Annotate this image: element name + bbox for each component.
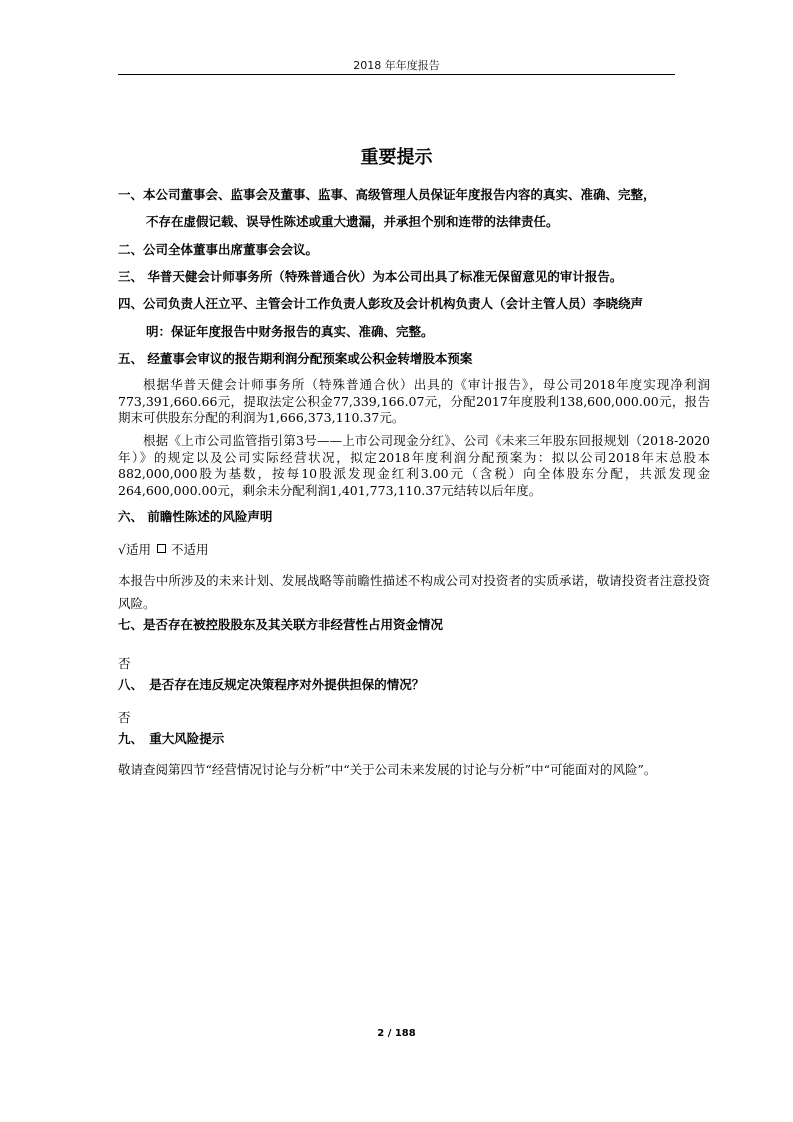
section-8-heading: 八、 是否存在违反规定决策程序对外提供担保的情况？	[118, 677, 425, 692]
section-1-line-1: 一、本公司董事会、监事会及董事、监事、高级管理人员保证年度报告内容的真实、准确、完整，	[118, 187, 656, 202]
applicable-label: 适用	[125, 542, 151, 557]
section-8-answer: 否	[118, 710, 131, 725]
section-2: 二、公司全体董事出席董事会会议。	[118, 242, 319, 257]
section-1-line-2: 不存在虚假记载、误导性陈述或重大遗漏，并承担个别和连带的法律责任。	[146, 214, 559, 229]
running-header: 2018 年年度报告	[353, 59, 440, 72]
section-5-paragraph-1: 根据华普天健会计师事务所（特殊普通合伙）出具的《审计报告》，母公司2018年度实现净利润773,391,660.66元，提取法定公积金77,339,166.07元，分配2017年度股利138,600,000.00元，报告期末可供股东分配的利润为1,666,373,110.37元。	[118, 377, 710, 425]
section-5-heading: 五、 经董事会审议的报告期利润分配预案或公积金转增股本预案	[118, 351, 473, 366]
section-5-paragraph-2: 根据《上市公司监管指引第3号——上市公司现金分红》、公司《未来三年股东回报规划（2018-2020年）》的规定以及公司实际经营状况，拟定2018年度利润分配预案为：拟以公司2018年末总股本882,000,000股为基数，按每10股派发现金红利3.00元（含税）向全体股东分配，共派发现金264,600,000.00元，剩余未分配利润1,401,773,110.37元结转以后年度。	[118, 433, 710, 498]
section-3: 三、 华普天健会计师事务所（特殊普通合伙）为本公司出具了标准无保留意见的审计报告。	[118, 269, 623, 284]
section-4-line-2: 明：保证年度报告中财务报告的真实、准确、完整。	[146, 324, 434, 339]
section-7-heading: 七、是否存在被控股股东及其关联方非经营性占用资金情况	[118, 617, 444, 632]
section-4-line-1: 四、公司负责人汪立平、主管会计工作负责人彭玫及会计机构负责人（会计主管人员）李晓绕声	[118, 296, 644, 311]
section-7-answer: 否	[118, 656, 131, 671]
applicability-row	[118, 542, 710, 558]
section-9-text: 敬请查阅第四节“经营情况讨论与分析”中“关于公司未来发展的讨论与分析”中“可能面对的风险”。	[118, 762, 657, 777]
section-6-text: 本报告中所涉及的未来计划、发展战略等前瞻性描述不构成公司对投资者的实质承诺，敬请投资者注意投资风险。	[118, 573, 710, 611]
header-divider	[118, 74, 675, 75]
page-title: 重要提示	[360, 147, 433, 168]
page-number: 2 / 188	[377, 1028, 416, 1039]
section-9-heading: 九、 重大风险提示	[118, 731, 225, 746]
checkbox-icon	[157, 544, 166, 553]
not-applicable-label: 不适用	[170, 542, 209, 557]
check-mark: √	[118, 542, 126, 557]
section-6-heading: 六、 前瞻性陈述的风险声明	[118, 509, 273, 524]
